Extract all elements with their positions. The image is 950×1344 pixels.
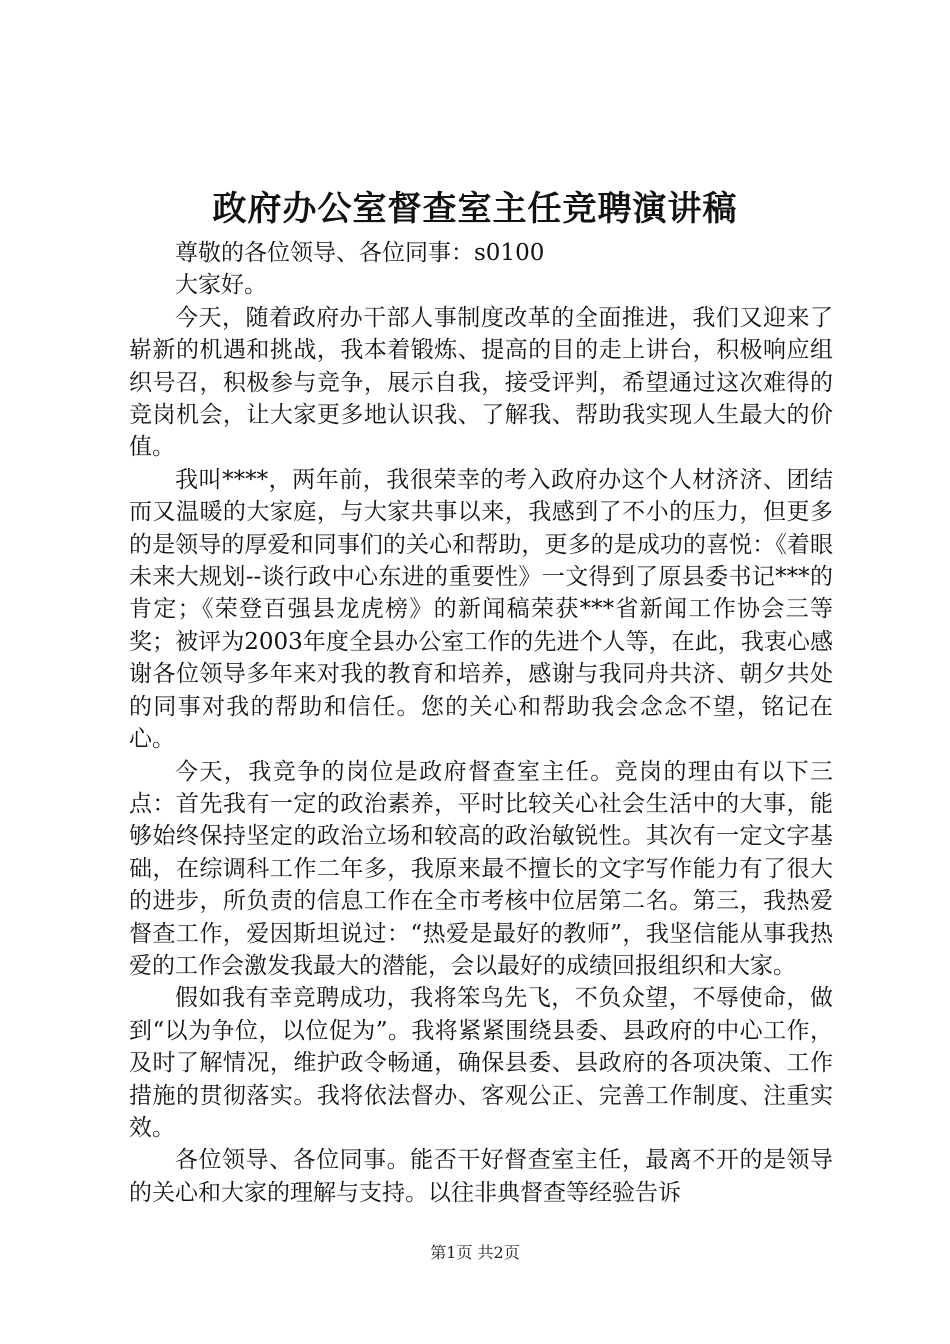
body-paragraph: 假如我有幸竞聘成功，我将笨鸟先飞，不负众望，不辱使命，做到“以为争位，以位促为”。我将紧紧围绕县委、县政府的中心工作，及时了解情况，维护政令畅通，确保县委、县政府的各项决策、工作措施的贯彻落实。我将依法督办、客观公正、完善工作制度、注重实效。 [129,985,833,1141]
body-paragraph: 各位领导、各位同事。能否干好督查室主任，最离不开的是领导的关心和大家的理解与支持。以往非典督查等经验告诉 [129,1147,833,1206]
page-number-footer: 第1页 共2页 [430,1243,520,1262]
document-body [129,237,833,1209]
salutation-paragraph: 尊敬的各位领导、各位同事：s0100 [175,240,545,266]
document-title: 政府办公室督查室主任竞聘演讲稿 [212,189,738,229]
body-paragraph: 我叫****，两年前，我很荣幸的考入政府办这个人材济济、团结而又温暖的大家庭，与大家共事以来，我感到了不小的压力，但更多的是领导的厚爱和同事们的关心和帮助，更多的是成功的喜悦：《着眼未来大规划--谈行政中心东进的重要性》一文得到了原县委书记***的肯定；《荣登百强县龙虎榜》的新闻稿荣获***省新闻工作协会三等奖；被评为2003年度全县办公室工作的先进个人等，在此，我衷心感谢各位领导多年来对我的教育和培养，感谢与我同舟共济、朝夕共处的同事对我的帮助和信任。您的关心和帮助我会念念不望，铭记在心。 [129,466,833,753]
greeting-paragraph: 大家好。 [175,272,267,299]
body-paragraph: 今天，我竞争的岗位是政府督查室主任。竞岗的理由有以下三点：首先我有一定的政治素养，平时比较关心社会生活中的大事，能够始终保持坚定的政治立场和较高的政治敏锐性。其次有一定文字基础，在综调科工作二年多，我原来最不擅长的文字写作能力有了很大的进步，所负责的信息工作在全市考核中位居第二名。第三，我热爱督查工作，爱因斯坦说过：“热爱是最好的教师”，我坚信能从事我热爱的工作会激发我最大的潜能，会以最好的成绩回报组织和大家。 [129,758,833,979]
body-paragraph: 今天，随着政府办干部人事制度改革的全面推进，我们又迎来了崭新的机遇和挑战，我本着锻炼、提高的目的走上讲台，积极响应组织号召，积极参与竞争，展示自我，接受评判，希望通过这次难得的竞岗机会，让大家更多地认识我、了解我、帮助我实现人生最大的价值。 [129,304,833,461]
